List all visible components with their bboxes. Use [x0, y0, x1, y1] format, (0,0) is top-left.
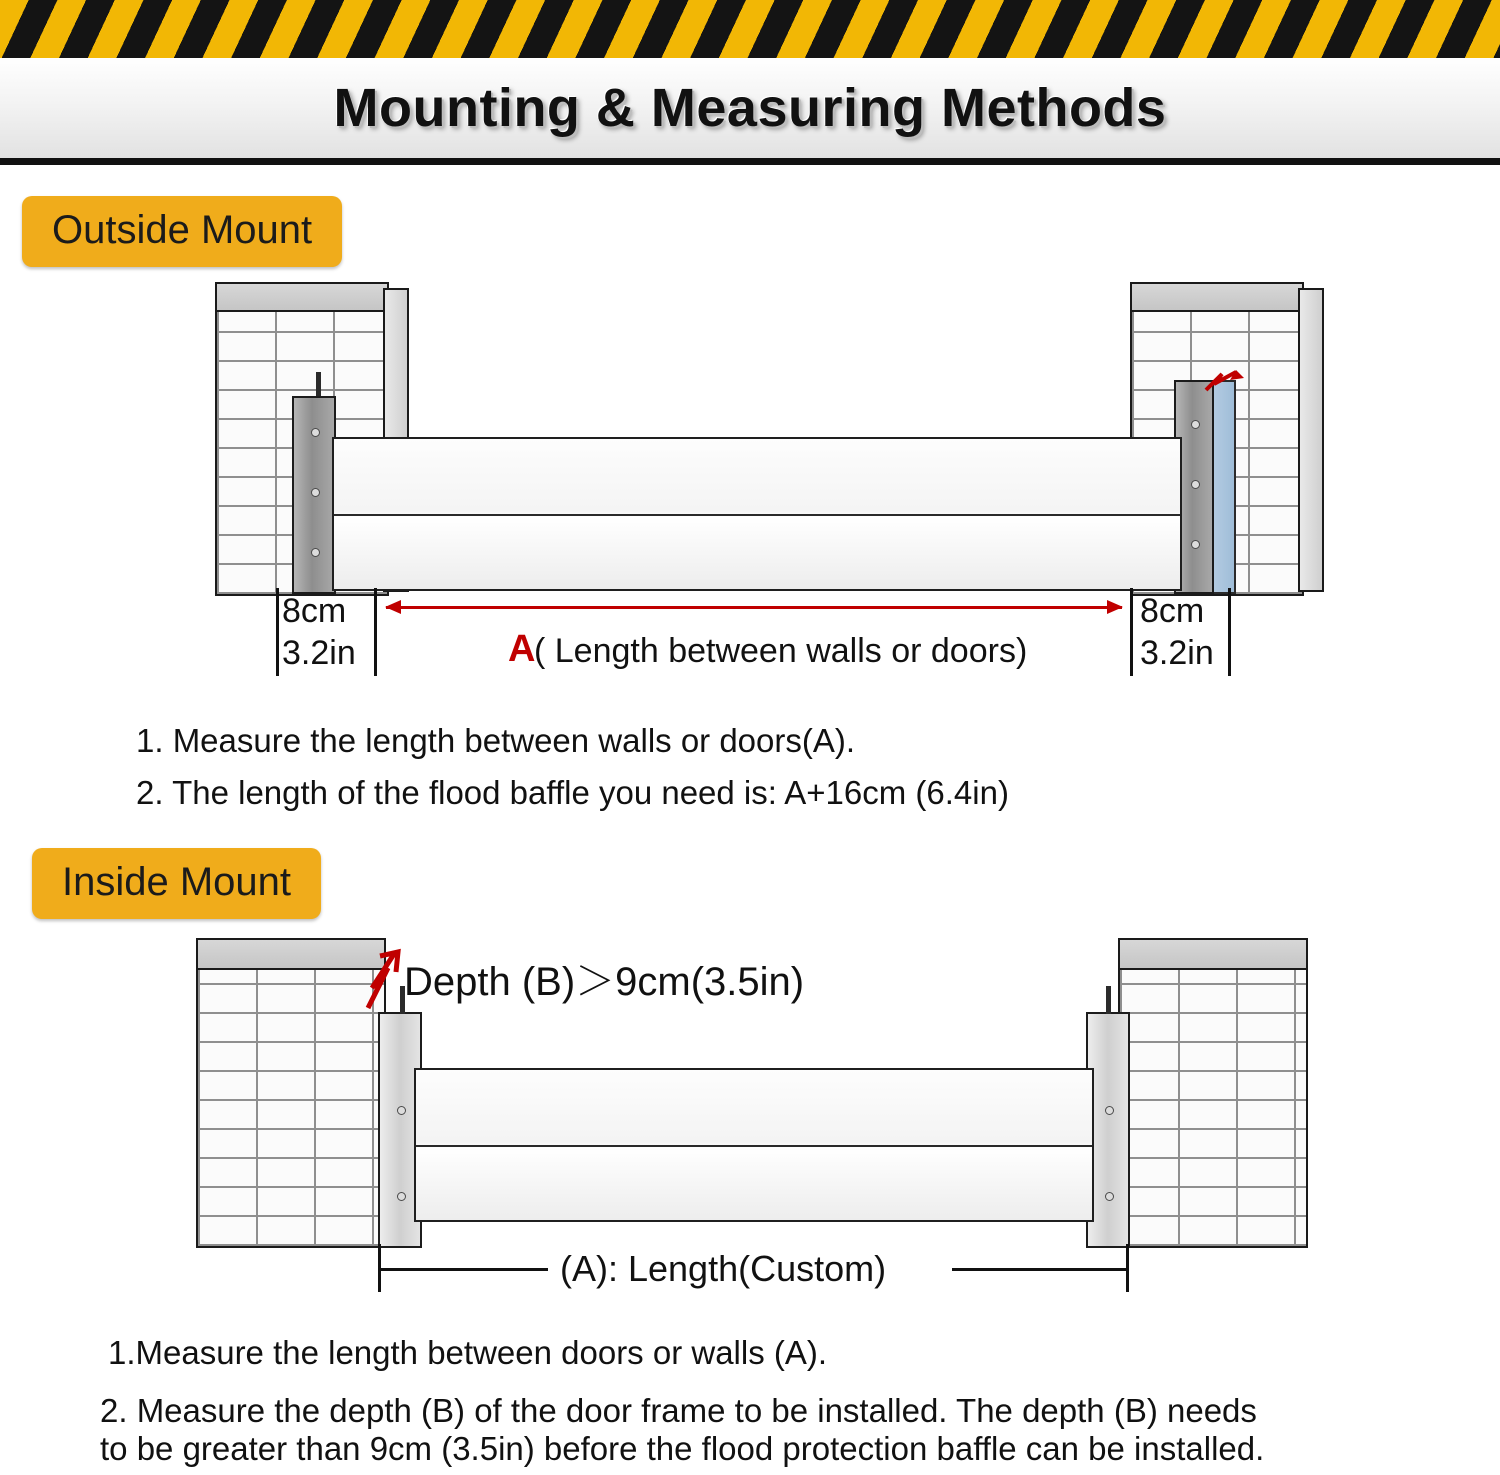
dim-tick-left-inner: [374, 588, 377, 676]
bracket-hole-icon: [397, 1106, 406, 1115]
outside-flood-baffle-panel: [332, 437, 1182, 591]
baffle-seam: [416, 1145, 1092, 1147]
bracket-hole-icon: [1105, 1106, 1114, 1115]
label-right-offset-cm: 8cm: [1140, 592, 1205, 630]
section-badge-inside-mount: Inside Mount: [32, 848, 321, 919]
pillar-brick-face: [1118, 968, 1308, 1248]
dim-tick-right-outer: [1228, 588, 1231, 676]
inside-right-rod: [1106, 986, 1111, 1014]
dim-line-inside-left: [378, 1268, 548, 1271]
bracket-hole-icon: [1105, 1192, 1114, 1201]
bracket-hole-icon: [311, 488, 320, 497]
dim-tick-left-outer: [276, 588, 279, 676]
bracket-hole-icon: [1191, 480, 1200, 489]
inside-flood-baffle-panel: [414, 1068, 1094, 1222]
hazard-stripe-banner: [0, 0, 1500, 61]
inside-instruction-1: 1.Measure the length between doors or walls (A).: [108, 1334, 828, 1371]
inside-instruction-3: to be greater than 9cm (3.5in) before the flood protection baffle can be installed.: [100, 1430, 1265, 1467]
outside-right-arrow-marker: [1202, 368, 1246, 394]
bracket-hole-icon: [397, 1192, 406, 1201]
page-title: Mounting & Measuring Methods: [333, 78, 1167, 138]
label-inside-span: (A): Length(Custom): [560, 1248, 887, 1289]
label-right-offset-in: 3.2in: [1140, 634, 1214, 672]
pillar-side-face: [1298, 288, 1324, 592]
bracket-hole-icon: [311, 428, 320, 437]
outside-instruction-2: 2. The length of the flood baffle you need is: A+16cm (6.4in): [136, 774, 1009, 811]
outside-instruction-1: 1. Measure the length between walls or doors(A).: [136, 722, 856, 759]
label-depth-b: Depth (B)＞9cm(3.5in): [404, 960, 805, 1004]
section-badge-outside-mount: Outside Mount: [22, 196, 342, 267]
dim-tick-inside-right: [1126, 1244, 1129, 1292]
dim-line-inside-right: [952, 1268, 1126, 1271]
bracket-hole-icon: [1191, 540, 1200, 549]
bracket-hole-icon: [1191, 420, 1200, 429]
inside-instruction-2: 2. Measure the depth (B) of the door frame to be installed. The depth (B) needs: [100, 1392, 1257, 1429]
bracket-hole-icon: [311, 548, 320, 557]
label-span-marker-A: A: [508, 628, 536, 670]
baffle-seam: [334, 514, 1180, 516]
dim-line-span-A: [386, 606, 1122, 609]
dim-tick-right-inner: [1130, 588, 1133, 676]
title-band: [0, 58, 1500, 165]
label-left-offset-in: 3.2in: [282, 634, 356, 672]
label-span-description: ( Length between walls or doors): [534, 632, 1028, 670]
label-left-offset-cm: 8cm: [282, 592, 347, 630]
outside-left-bracket: [292, 396, 336, 594]
